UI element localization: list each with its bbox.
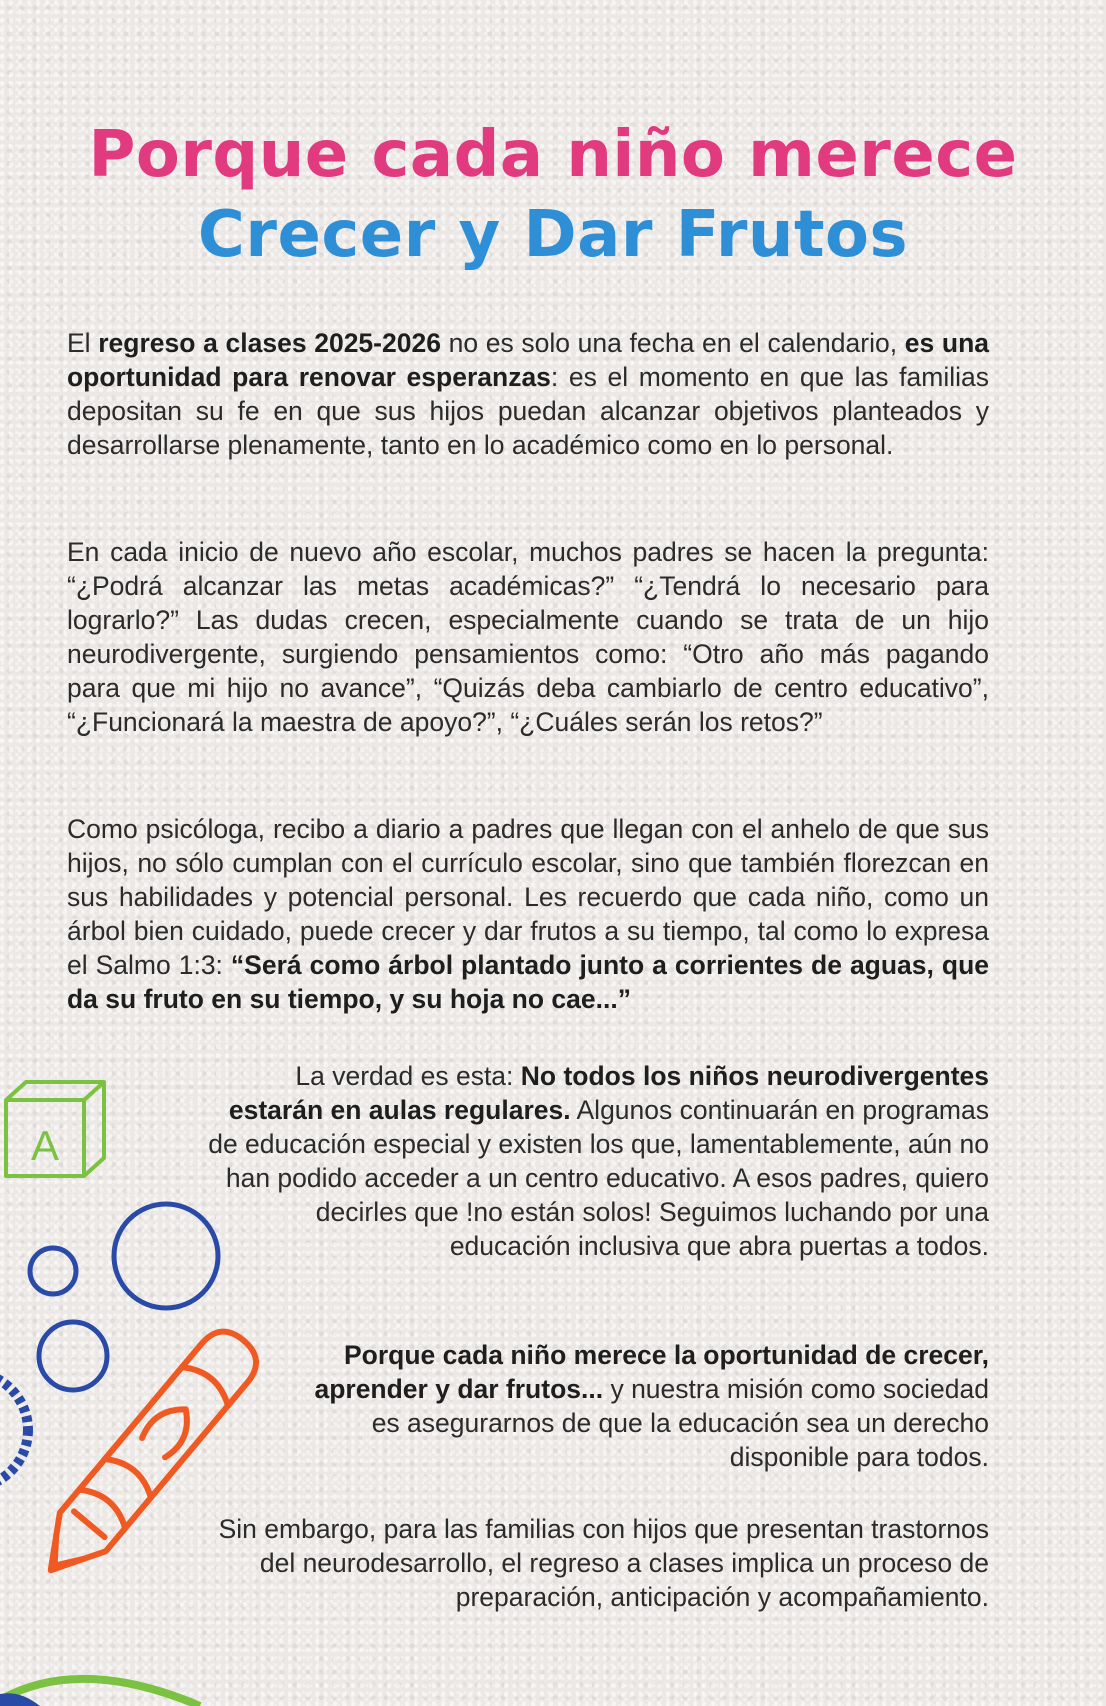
paragraph-families: Sin embargo, para las familias con hijos que presentan trastornos del neurodesarrollo, el regreso a clases implica un proceso de preparación, anticipación y acompañamiento.	[218, 1514, 989, 1612]
crayon-icon	[28, 1321, 267, 1589]
text: Como psicóloga, recibo a diario a padres que llegan con el anhelo de que sus hijos, no sólo cumplan con el currículo escolar, sino que también florezcan en sus habilidades y potencial personal. Les recuerdo que cada niño, como un árbol bien cuidado, puede crecer y dar frutos a su tiempo, tal como lo expresa el Salmo 1:3:	[67, 814, 989, 980]
paragraph-psychologist	[67, 812, 989, 1016]
circles-icon	[0, 1204, 218, 1488]
school-decoration	[0, 1080, 330, 1640]
bottom-swoosh-decoration	[0, 1660, 260, 1706]
paragraph-intro	[67, 326, 989, 462]
text: no es solo una fecha en el calendario,	[440, 328, 905, 358]
bold-text: No todos los niños neurodivergentes estarán en aulas regulares.	[228, 1061, 989, 1125]
text: Algunos continuarán en programas de educación especial y existen los que, lamentablemente, aún no han podido acceder a un centro educativo. A esos padres, quiero decirles que !no están solos! Seguimos luchando por una educación inclusiva que abra puertas a todos.	[208, 1095, 989, 1261]
bold-text: regreso a clases 2025-2026	[98, 328, 441, 358]
bold-quote: “Será como árbol plantado junto a corrientes de aguas, que da su fruto en su tiempo, y su hoja no cae...”	[67, 950, 989, 1014]
paragraph-questions: En cada inicio de nuevo año escolar, muchos padres se hacen la pregunta: “¿Podrá alcanzar las metas académicas?” “¿Tendrá lo necesario para lograrlo?” Las dudas crecen, especialmente cuando se trata de un hijo neurodivergente, surgiendo pensamientos como: “Otro año más pagando para que mi hijo no avance”, “Quizás deba cambiarlo de centro educativo”, “¿Funcionará la maestra de apoyo?”, “¿Cuáles serán los retos?”	[67, 537, 989, 737]
paragraph-mission	[300, 1338, 989, 1474]
bold-text: es una oportunidad para renovar esperanzas	[67, 328, 989, 392]
bold-text: Porque cada niño merece la oportunidad de crecer, aprender y dar frutos...	[314, 1340, 989, 1404]
text: La verdad es esta:	[295, 1061, 521, 1091]
block-letter: A	[30, 1122, 60, 1169]
title-line-1: Porque cada niño merece	[88, 118, 1018, 192]
text: y nuestra misión como sociedad es asegurarnos de que la educación sea un derecho disponible para todos.	[371, 1374, 989, 1472]
title-line-2: Crecer y Dar Frutos	[197, 198, 909, 272]
text: : es el momento en que las familias depositan su fe en que sus hijos puedan alcanzar objetivos planteados y desarrollarse plenamente, tanto en lo académico como en lo personal.	[67, 362, 989, 460]
text: El	[67, 328, 99, 358]
